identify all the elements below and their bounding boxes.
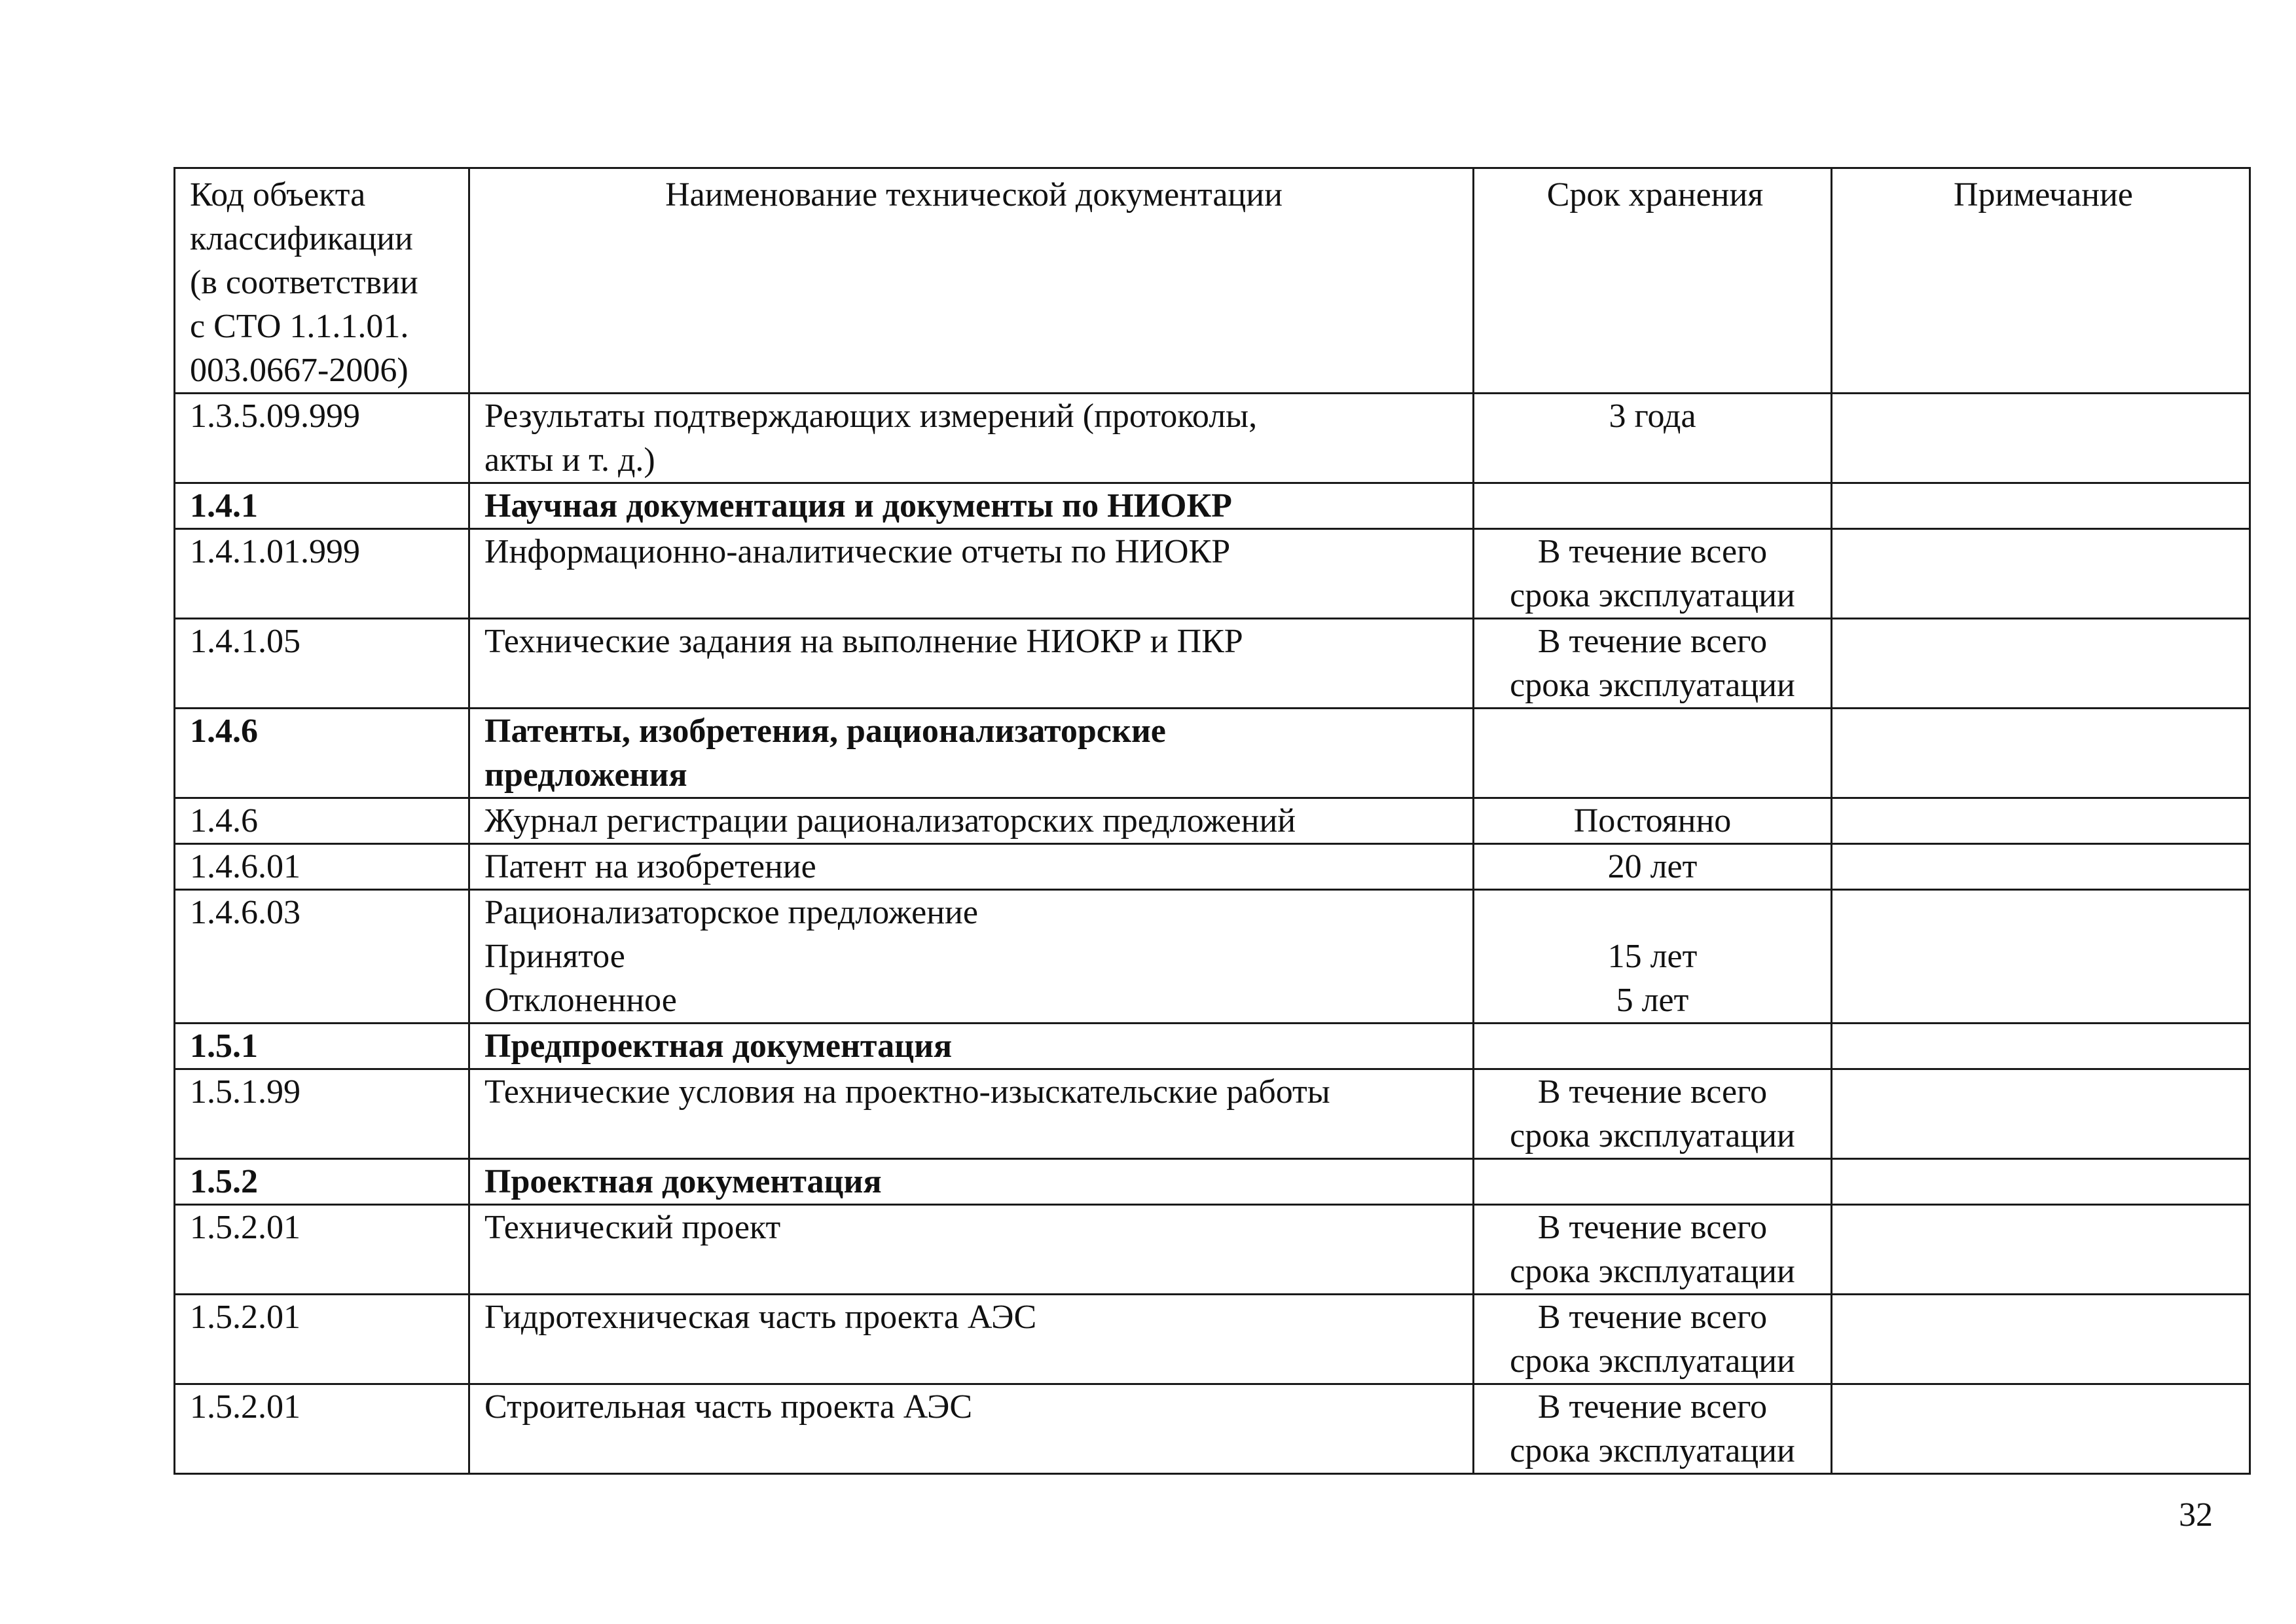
cell-note — [1832, 890, 2250, 1024]
section-row — [175, 1024, 2250, 1069]
cell-term — [1474, 1069, 1832, 1159]
cell-term-line: В течение всего — [1537, 1299, 1768, 1336]
cell-term-line: 15 лет — [1607, 938, 1698, 975]
cell-term — [1474, 529, 1832, 619]
cell-note — [1832, 798, 2250, 844]
header-code-line: (в соответствии — [190, 264, 418, 301]
cell-code: 1.3.5.09.999 — [175, 394, 469, 483]
table-row — [175, 1205, 2250, 1295]
cell-name — [469, 844, 1474, 890]
cell-name-line: Информационно-аналитические отчеты по НИОКР — [484, 533, 1231, 570]
cell-code: 1.5.1.99 — [175, 1069, 469, 1159]
cell-note — [1832, 709, 2250, 798]
cell-term — [1474, 709, 1832, 798]
cell-note — [1832, 1384, 2250, 1474]
table-header — [175, 168, 2250, 394]
table-row — [175, 844, 2250, 890]
cell-code: 1.4.6.03 — [175, 890, 469, 1024]
cell-name-line: Гидротехническая часть проекта АЭС — [484, 1299, 1037, 1336]
cell-term — [1474, 798, 1832, 844]
cell-note — [1832, 1295, 2250, 1384]
section-row — [175, 1159, 2250, 1205]
cell-note — [1832, 1069, 2250, 1159]
cell-name — [469, 483, 1474, 529]
cell-term-line: В течение всего — [1537, 623, 1768, 660]
cell-code: 1.4.6 — [175, 709, 469, 798]
cell-term — [1474, 483, 1832, 529]
cell-term-line: 3 года — [1609, 397, 1696, 435]
cell-term — [1474, 1159, 1832, 1205]
cell-code: 1.4.6 — [175, 798, 469, 844]
cell-note — [1832, 1159, 2250, 1205]
header-code-line: 003.0667-2006) — [190, 352, 409, 389]
cell-name-line: Технические условия на проектно-изыскательские работы — [484, 1073, 1330, 1111]
cell-name-line: Технические задания на выполнение НИОКР и ПКР — [484, 623, 1243, 660]
cell-term-line: срока эксплуатации — [1510, 1117, 1795, 1154]
cell-code: 1.4.6.01 — [175, 844, 469, 890]
cell-name-line: Проектная документация — [484, 1163, 882, 1200]
cell-code: 1.4.1.01.999 — [175, 529, 469, 619]
header-code-line: Код объекта — [190, 176, 366, 213]
cell-term — [1474, 394, 1832, 483]
cell-term — [1474, 1384, 1832, 1474]
cell-term-line: срока эксплуатации — [1510, 577, 1795, 614]
table-body — [175, 394, 2250, 1474]
header-name: Наименование технической документации — [469, 168, 1474, 394]
cell-code: 1.5.1 — [175, 1024, 469, 1069]
cell-term-line: срока эксплуатации — [1510, 1253, 1795, 1290]
cell-name — [469, 890, 1474, 1024]
cell-term-line: срока эксплуатации — [1510, 1342, 1795, 1380]
cell-name — [469, 798, 1474, 844]
cell-name — [469, 529, 1474, 619]
cell-code: 1.5.2 — [175, 1159, 469, 1205]
table-row — [175, 619, 2250, 709]
cell-name — [469, 1024, 1474, 1069]
cell-name-line: Научная документация и документы по НИОКР — [484, 487, 1232, 525]
cell-term-line: В течение всего — [1537, 533, 1768, 570]
table-row — [175, 798, 2250, 844]
cell-name-line: Строительная часть проекта АЭС — [484, 1388, 973, 1426]
cell-name-line: Патенты, изобретения, рационализаторские — [484, 712, 1166, 750]
cell-term-line: В течение всего — [1537, 1073, 1768, 1111]
cell-name-line: Патент на изобретение — [484, 848, 816, 885]
cell-term-line: срока эксплуатации — [1510, 667, 1795, 704]
table-row — [175, 1069, 2250, 1159]
cell-name — [469, 1384, 1474, 1474]
cell-name-line: Журнал регистрации рационализаторских предложений — [484, 802, 1296, 840]
cell-term-line: Постоянно — [1573, 802, 1732, 840]
table-row — [175, 529, 2250, 619]
header-note: Примечание — [1832, 168, 2250, 394]
cell-note — [1832, 844, 2250, 890]
cell-name — [469, 394, 1474, 483]
cell-name — [469, 619, 1474, 709]
cell-term — [1474, 1295, 1832, 1384]
cell-name-line: Рационализаторское предложение — [484, 894, 978, 931]
cell-term-line — [1484, 891, 1821, 934]
cell-name — [469, 1205, 1474, 1295]
cell-note — [1832, 529, 2250, 619]
cell-name — [469, 1295, 1474, 1384]
cell-note — [1832, 619, 2250, 709]
cell-name — [469, 1069, 1474, 1159]
section-row — [175, 709, 2250, 798]
cell-term-line: срока эксплуатации — [1510, 1432, 1795, 1469]
cell-note — [1832, 394, 2250, 483]
cell-name-line: предложения — [484, 756, 687, 794]
cell-name-line: акты и т. д.) — [484, 441, 655, 479]
table-row — [175, 394, 2250, 483]
cell-name-line: Технический проект — [484, 1209, 781, 1246]
cell-code: 1.5.2.01 — [175, 1205, 469, 1295]
cell-term — [1474, 844, 1832, 890]
cell-note — [1832, 483, 2250, 529]
header-row — [175, 168, 2250, 394]
cell-name-line: Результаты подтверждающих измерений (протоколы, — [484, 397, 1258, 435]
table-row — [175, 1295, 2250, 1384]
cell-name — [469, 709, 1474, 798]
cell-code: 1.4.1.05 — [175, 619, 469, 709]
cell-note — [1832, 1205, 2250, 1295]
header-code-line: классификации — [190, 220, 413, 257]
cell-term-line: В течение всего — [1537, 1388, 1768, 1426]
cell-term-line: 5 лет — [1616, 982, 1689, 1019]
header-code — [175, 168, 469, 394]
cell-name — [469, 1159, 1474, 1205]
cell-term-line: В течение всего — [1537, 1209, 1768, 1246]
table-row — [175, 890, 2250, 1024]
cell-name-line: Предпроектная документация — [484, 1027, 953, 1065]
cell-term — [1474, 1205, 1832, 1295]
cell-code: 1.5.2.01 — [175, 1384, 469, 1474]
cell-term — [1474, 619, 1832, 709]
cell-term-line: 20 лет — [1607, 848, 1698, 885]
cell-note — [1832, 1024, 2250, 1069]
page-number: 32 — [2179, 1496, 2213, 1534]
header-code-line: с СТО 1.1.1.01. — [190, 308, 409, 345]
cell-name-line: Принятое — [484, 938, 625, 975]
cell-term — [1474, 1024, 1832, 1069]
retention-schedule-table — [173, 167, 2251, 1475]
header-term: Срок хранения — [1474, 168, 1832, 394]
cell-name-line: Отклоненное — [484, 982, 677, 1019]
cell-code: 1.5.2.01 — [175, 1295, 469, 1384]
table-row — [175, 1384, 2250, 1474]
cell-code: 1.4.1 — [175, 483, 469, 529]
cell-term — [1474, 890, 1832, 1024]
section-row — [175, 483, 2250, 529]
